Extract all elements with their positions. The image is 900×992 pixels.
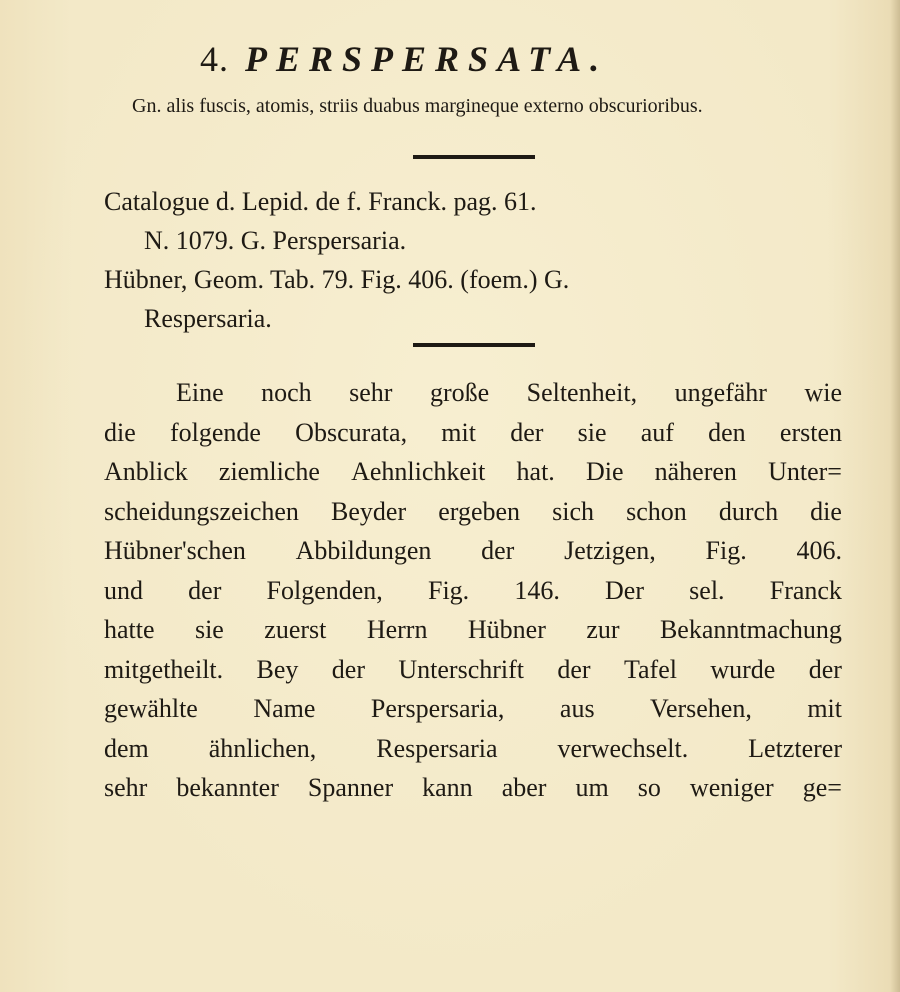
text-line: die folgende Obscurata, mit der sie auf den ersten <box>104 417 842 447</box>
reference-line: N. 1079. G. Perspersaria. <box>144 226 407 255</box>
body-paragraph <box>104 373 842 808</box>
reference-line: Hübner, Geom. Tab. 79. Fig. 406. (foem.) G. <box>104 265 570 294</box>
reference-line: Respersaria. <box>144 304 272 333</box>
text-line: dem ähnlichen, Respersaria verwechselt. Letzterer <box>104 733 842 763</box>
species-heading <box>200 38 608 80</box>
section-divider <box>413 343 535 347</box>
text-line: Anblick ziemliche Aehnlichkeit hat. Die näheren Unter= <box>104 457 842 486</box>
text-line: und der Folgenden, Fig. 146. Der sel. Franck <box>104 575 842 605</box>
text-line: gewählte Name Perspersaria, aus Versehen, mit <box>104 694 842 723</box>
section-divider <box>413 155 535 159</box>
text-line: hatte sie zuerst Herrn Hübner zur Bekanntmachung <box>104 615 842 644</box>
text-line: Eine noch sehr große Seltenheit, ungefähr wie <box>176 378 842 407</box>
species-diagnosis: Gn. alis fuscis, atomis, striis duabus margineque externo obscurioribus. <box>132 95 703 117</box>
species-title: PERSPERSATA. <box>245 39 609 79</box>
text-line: mitgetheilt. Bey der Unterschrift der Tafel wurde der <box>104 654 842 684</box>
text-line: sehr bekannter Spanner kann aber um so weniger ge= <box>104 773 842 802</box>
page-edge <box>890 0 900 992</box>
text-line: Hübner'schen Abbildungen der Jetzigen, Fig. 406. <box>104 536 842 565</box>
references-block <box>104 182 569 338</box>
species-number: 4. <box>200 39 229 79</box>
text-line: scheidungszeichen Beyder ergeben sich schon durch die <box>104 496 842 526</box>
reference-line: Catalogue d. Lepid. de f. Franck. pag. 61. <box>104 187 537 216</box>
